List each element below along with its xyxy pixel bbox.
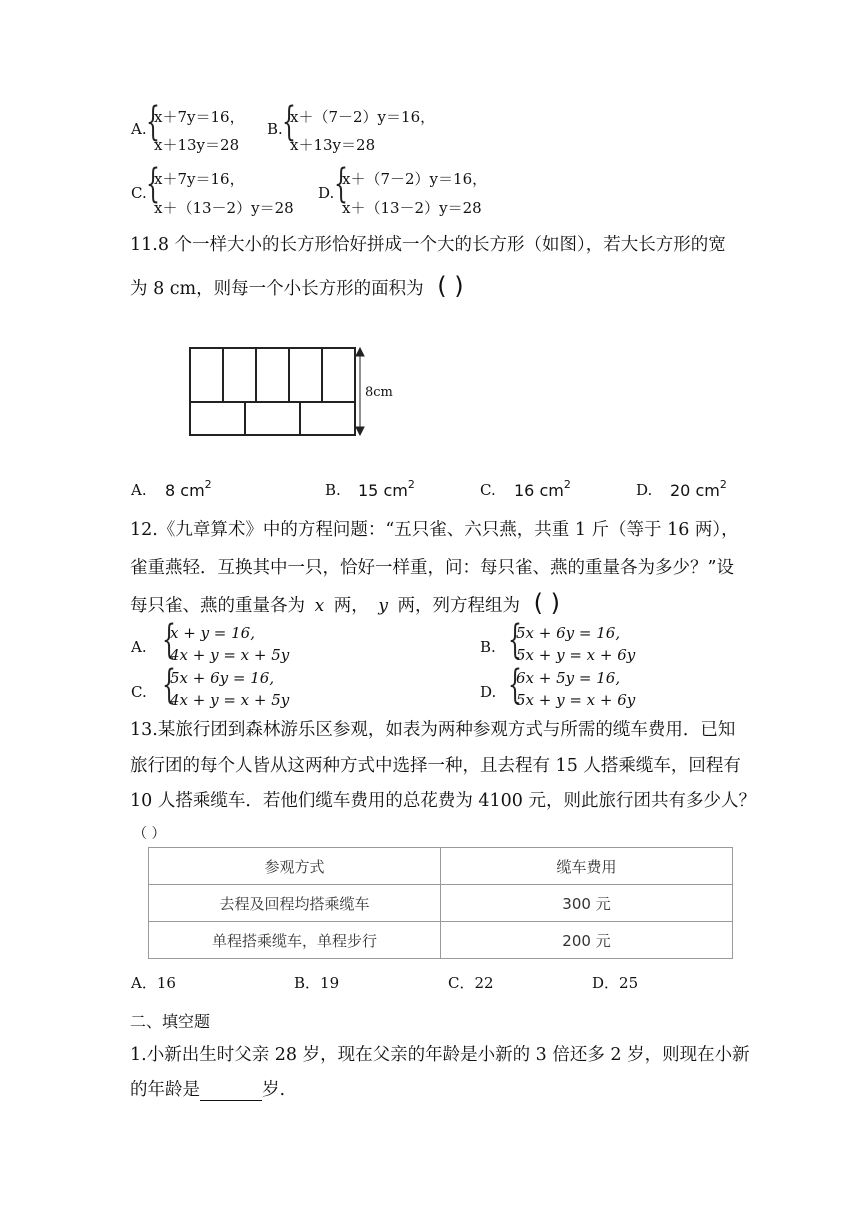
- q13-fee-table: [148, 847, 733, 959]
- q11-option-d-label: D.: [636, 481, 653, 499]
- table-cell: 单程搭乘缆车，单程步行: [149, 922, 441, 959]
- answer-parentheses: ( ): [437, 272, 464, 300]
- table-cell: 200 元: [441, 922, 733, 959]
- q11-line2-text: 为 8 cm，则每一个小长方形的面积为: [130, 279, 424, 299]
- fill-q1-line2: [130, 1079, 285, 1101]
- brace-icon: {: [162, 617, 176, 663]
- q13-line1: 13.某旅行团到森林游乐区参观，如表为两种参观方式与所需的缆车费用．已知: [130, 720, 736, 740]
- q11-option-c-label: C.: [480, 481, 496, 499]
- answer-parentheses: ( ): [533, 589, 560, 617]
- q11-option-a-value: 8 $cm^2$: [165, 478, 212, 500]
- fill-q1-text: 的年龄是: [130, 1080, 200, 1100]
- q12-line1: 12.《九章算术》中的方程问题：“五只雀、六只燕，共重 1 斤（等于 16 两），: [130, 520, 739, 540]
- equation-line: 6x + 5y = 16,: [516, 669, 621, 687]
- q12-option-b-label: B.: [480, 638, 496, 656]
- equation-line: x＋（13－2）y＝28: [342, 199, 482, 217]
- table-cell: 去程及回程均搭乘缆车: [149, 885, 441, 922]
- brace-icon: {: [508, 617, 522, 663]
- q12-line3-text: 每只雀、燕的重量各为: [130, 596, 305, 616]
- brace-icon: {: [334, 161, 348, 207]
- q12-line3-text: 两，: [333, 596, 369, 616]
- fill-q1-line1: 1.小新出生时父亲 28 岁，现在父亲的年龄是小新的 3 倍还多 2 岁，则现在小新: [130, 1045, 750, 1065]
- q11-line2: [130, 272, 464, 300]
- table-row: [149, 885, 733, 922]
- q13-answer-parentheses: （ ）: [133, 826, 166, 842]
- equation-line: x＋7y＝16，: [154, 170, 245, 188]
- q13-option-b: B．19: [294, 974, 340, 992]
- q10-option-b-label: B.: [267, 120, 283, 138]
- equation-line: x＋7y＝16，: [154, 108, 245, 126]
- q11-option-b-value: 15 $cm^2$: [358, 478, 415, 500]
- q11-line1: 11.8 个一样大小的长方形恰好拼成一个大的长方形（如图），若大长方形的宽: [130, 235, 726, 255]
- equation-line: x + y = 16,: [170, 624, 255, 642]
- q13-option-c: C．22: [448, 974, 494, 992]
- table-header-row: [149, 848, 733, 885]
- q10-option-a-label: A.: [131, 120, 147, 138]
- answer-blank[interactable]: [200, 1082, 262, 1101]
- q11-option-a-label: A.: [131, 481, 147, 499]
- q12-option-c-label: C.: [131, 683, 147, 701]
- equation-line: 5x + y = x + 6y: [516, 691, 636, 709]
- q12-line3-text: 两，列方程组为: [397, 596, 521, 616]
- table-row: [149, 922, 733, 959]
- equation-line: 5x + 6y = 16,: [516, 624, 621, 642]
- equation-line: x＋13y＝28: [290, 136, 376, 154]
- q13-option-a: A．16: [131, 974, 176, 992]
- q10-option-d-label: D.: [318, 184, 335, 202]
- q13-line2: 旅行团的每个人皆从这两种方式中选择一种，且去程有 15 人搭乘缆车，回程有: [130, 756, 741, 776]
- brace-icon: {: [146, 161, 160, 207]
- q11-option-d-value: 20 $cm^2$: [670, 478, 727, 500]
- table-header-cell: 参观方式: [149, 848, 441, 885]
- brace-icon: {: [508, 662, 522, 708]
- table-header-cell: 缆车费用: [441, 848, 733, 885]
- equation-line: 5x + 6y = 16,: [170, 669, 275, 687]
- section-title: 二、填空题: [130, 1012, 211, 1031]
- equation-line: 4x + y = x + 5y: [170, 691, 290, 709]
- brace-icon: {: [162, 662, 176, 708]
- q12-line2: 雀重燕轻．互换其中一只，恰好一样重，问：每只雀、燕的重量各为多少？”设: [130, 558, 734, 578]
- equation-line: 5x + y = x + 6y: [516, 646, 636, 664]
- variable-y: y: [378, 596, 388, 616]
- table-cell: 300 元: [441, 885, 733, 922]
- q13-line3: 10 人搭乘缆车．若他们缆车费用的总花费为 4100 元，则此旅行团共有多少人？: [130, 791, 756, 811]
- q11-option-c-value: 16 $cm^2$: [514, 478, 571, 500]
- q12-line3: [130, 589, 560, 617]
- q12-option-d-label: D.: [480, 683, 497, 701]
- q12-option-a-label: A.: [131, 638, 147, 656]
- equation-line: 4x + y = x + 5y: [170, 646, 290, 664]
- q10-option-c-label: C.: [131, 184, 147, 202]
- brace-icon: {: [282, 99, 296, 145]
- fill-q1-text: 岁.: [262, 1080, 286, 1100]
- equation-line: x＋（7－2）y＝16，: [342, 170, 488, 188]
- q11-figure-width-label: 8cm: [365, 385, 393, 400]
- equation-line: x＋13y＝28: [154, 136, 240, 154]
- equation-line: x＋（7－2）y＝16，: [290, 108, 436, 126]
- q13-option-d: D．25: [592, 974, 639, 992]
- equation-line: x＋（13－2）y＝28: [154, 199, 294, 217]
- brace-icon: {: [146, 99, 160, 145]
- q11-option-b-label: B.: [325, 481, 341, 499]
- variable-x: x: [314, 596, 325, 616]
